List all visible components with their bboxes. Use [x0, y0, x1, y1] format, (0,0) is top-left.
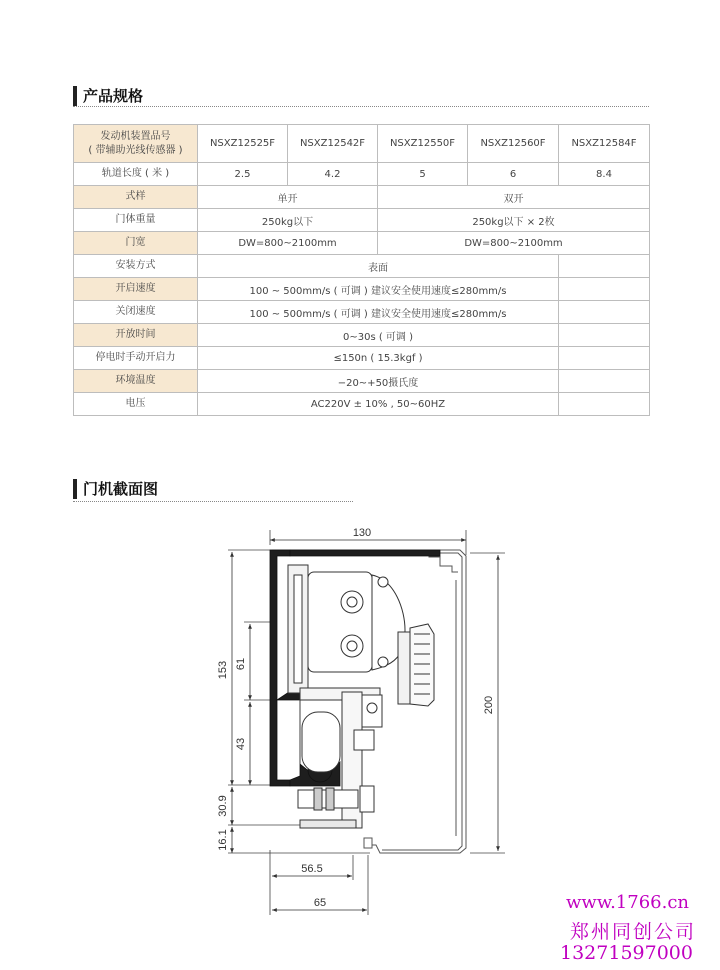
- table-cell: 5: [378, 163, 468, 186]
- row-label: 电压: [74, 393, 198, 416]
- drawing-title: 门机截面图: [83, 480, 159, 498]
- table-cell: DW=800~2100mm: [198, 232, 378, 255]
- table-cell: 4.2: [288, 163, 378, 186]
- row-label: 关闭速度: [74, 301, 198, 324]
- table-cell: 2.5: [198, 163, 288, 186]
- table-cell: 8.4: [559, 163, 650, 186]
- dim-200-label: 200: [483, 695, 495, 715]
- table-cell: ≤150n ( 15.3kgf ): [198, 347, 559, 370]
- row-label: 式样: [74, 186, 198, 209]
- table-cell: 单开: [198, 186, 378, 209]
- row-label: 门宽: [74, 232, 198, 255]
- model-header-line2: ( 带辅助光线传感器 ): [88, 144, 183, 156]
- row-label: 门体重量: [74, 209, 198, 232]
- row-label: 安装方式: [74, 255, 198, 278]
- table-cell: DW=800~2100mm: [378, 232, 650, 255]
- model-cell: NSXZ12542F: [288, 125, 378, 163]
- dim-153-label: 153: [217, 660, 229, 680]
- table-cell: 双开: [378, 186, 650, 209]
- row-label: 停电时手动开启力: [74, 347, 198, 370]
- dim-16-1-label: 16.1: [217, 829, 229, 851]
- watermark-company: 郑州同创公司: [570, 921, 697, 943]
- table-cell: AC220V ± 10% , 50~60HZ: [198, 393, 559, 416]
- watermark-phone: 13271597000: [560, 942, 693, 964]
- row-label: 开启速度: [74, 278, 198, 301]
- table-cell: 250kg以下 × 2枚: [378, 209, 650, 232]
- watermark-url: www.1766.cn: [566, 892, 690, 913]
- dim-61-label: 61: [235, 657, 247, 671]
- model-cell: NSXZ12560F: [468, 125, 559, 163]
- table-cell: 0~30s ( 可调 ): [198, 324, 559, 347]
- table-cell: −20~+50摄氏度: [198, 370, 559, 393]
- row-label: 开放时间: [74, 324, 198, 347]
- table-cell: 100 ~ 500mm/s ( 可调 ) 建议安全使用速度≤280mm/s: [198, 278, 559, 301]
- specs-title: 产品规格: [83, 87, 144, 105]
- dim-top-label: 130: [352, 527, 372, 539]
- table-cell: 100 ~ 500mm/s ( 可调 ) 建议安全使用速度≤280mm/s: [198, 301, 559, 324]
- table-cell: 250kg以下: [198, 209, 378, 232]
- dim-30-9-label: 30.9: [217, 795, 229, 817]
- dim-43-label: 43: [235, 737, 247, 751]
- model-header-line1: 发动机装置品号: [100, 130, 171, 142]
- model-cell: NSXZ12525F: [198, 125, 288, 163]
- dim-65-label: 65: [313, 897, 327, 909]
- model-cell: NSXZ12550F: [378, 125, 468, 163]
- dim-56-5-label: 56.5: [301, 863, 323, 875]
- table-cell: 6: [468, 163, 559, 186]
- model-cell: NSXZ12584F: [559, 125, 650, 163]
- row-label: 轨道长度 ( 米 ): [74, 163, 198, 186]
- row-label: 环境温度: [74, 370, 198, 393]
- motor-assembly: [288, 565, 434, 828]
- table-cell: 表面: [198, 255, 559, 278]
